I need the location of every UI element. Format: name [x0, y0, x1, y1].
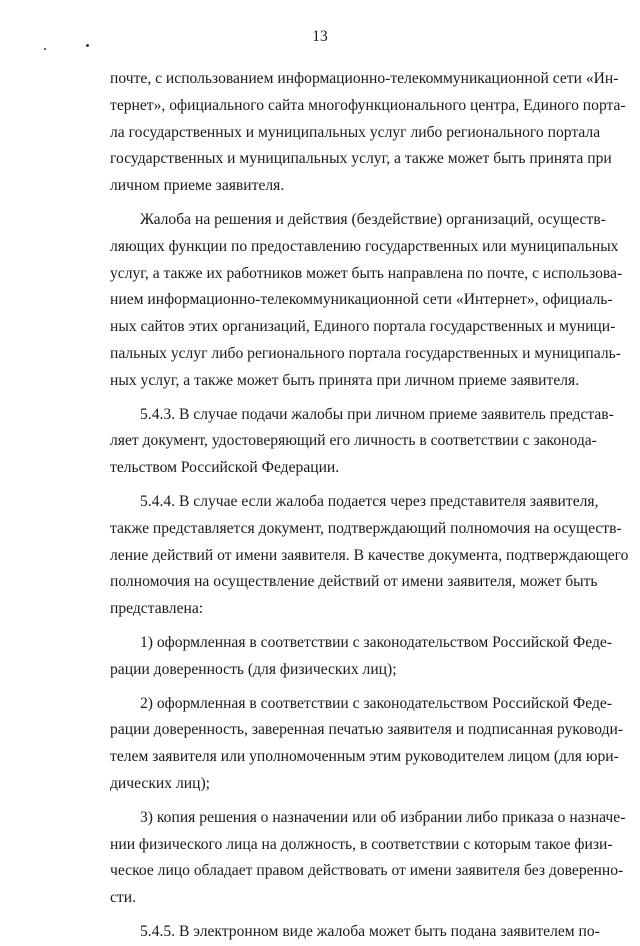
- text-line: также представляется документ, подтверждающий полномочия на осуществ-: [110, 519, 622, 537]
- text-line: полномочия на осуществление действий от имени заявителя, может быть: [110, 573, 598, 591]
- list-item: [110, 630, 613, 684]
- text-line: ных услуг, а также может быть принята при личном приеме заявителя.: [110, 371, 580, 389]
- list-item: [110, 805, 626, 912]
- text-line: Жалоба на решения и действия (бездействие) организаций, осуществ-: [140, 210, 606, 228]
- text-line: ляет документ, удостоверяющий его личность в соответствии с законода-: [110, 432, 597, 450]
- text-line: нием информационно-телекоммуникационной сети «Интернет», официаль-: [110, 291, 613, 309]
- text-line: личном приеме заявителя.: [110, 177, 285, 195]
- text-line: тельством Российской Федерации.: [110, 459, 340, 477]
- page-number: 13: [312, 28, 328, 45]
- text-line: 3) копия решения о назначении или об избрании либо приказа о назначе-: [140, 808, 626, 826]
- text-line: ных сайтов этих организаций, Единого портала государственных и муници-: [110, 318, 616, 336]
- paragraph: [110, 919, 600, 946]
- paragraph: [110, 489, 629, 623]
- text-line: почте, с использованием информационно-телекоммуникационной сети «Ин-: [110, 70, 619, 87]
- text-line: услуг, а также их работников может быть направлена по почте, с использова-: [110, 264, 623, 282]
- scan-speck: [44, 48, 46, 50]
- paragraph: [110, 207, 623, 395]
- document-body: [110, 66, 629, 946]
- text-line: нии физического лица на должность, в соответствии с которым такое физи-: [110, 835, 613, 853]
- text-line: ление действий от имени заявителя. В качестве документа, подтверждающего: [110, 546, 629, 564]
- text-line: 2) оформленная в соответствии с законодательством Российской Феде-: [140, 694, 613, 712]
- text-line: 5.4.3. В случае подачи жалобы при личном приеме заявитель представ-: [140, 405, 614, 423]
- text-line: рации доверенность (для физических лиц);: [110, 660, 397, 678]
- text-line: ляющих функции по предоставлению государственных или муниципальных: [110, 237, 619, 255]
- text-line: 1) оформленная в соответствии с законодательством Российской Феде-: [140, 633, 613, 651]
- text-line: сти.: [110, 889, 136, 907]
- paragraph: [110, 66, 626, 200]
- text-line: 5.4.4. В случае если жалоба подается через представителя заявителя,: [140, 492, 599, 510]
- paragraph: [110, 402, 614, 482]
- text-line: рации доверенность, заверенная печатью заявителя и подписанная руководи-: [110, 721, 624, 739]
- text-line: пальных услуг либо регионального портала государственных и муниципаль-: [110, 344, 621, 362]
- text-line: дических лиц);: [110, 774, 210, 792]
- text-line: государственных и муниципальных услуг, а также может быть принята при: [110, 150, 612, 168]
- text-line: 5.4.5. В электронном виде жалоба может быть подана заявителем по-: [140, 922, 600, 940]
- text-line: тернет», официального сайта многофункционального центра, Единого порта-: [110, 96, 626, 114]
- text-line: ла государственных и муниципальных услуг либо регионального портала: [110, 123, 601, 141]
- text-line: представлена:: [110, 600, 204, 618]
- text-line: ческое лицо обладает правом действовать от имени заявителя без доверенно-: [110, 862, 624, 880]
- text-line: телем заявителя или уполномоченным этим руководителем лицом (для юри-: [110, 748, 619, 766]
- list-item: [110, 691, 624, 798]
